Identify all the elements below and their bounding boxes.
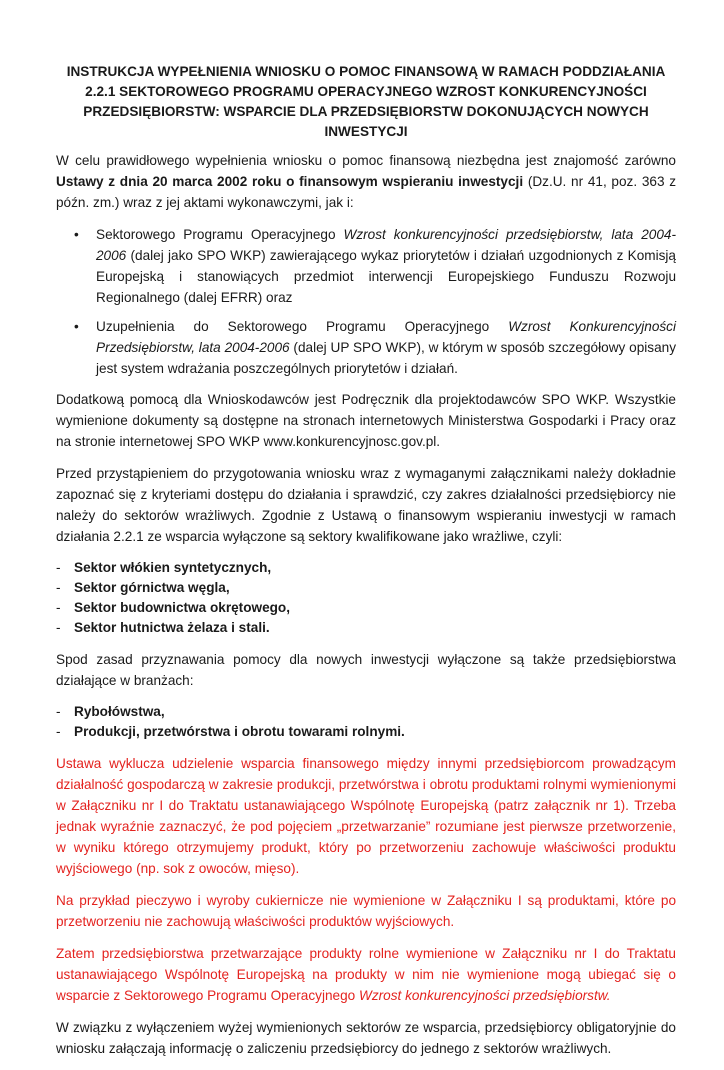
list-item <box>56 598 676 618</box>
document-page <box>56 62 676 1070</box>
intro-text: W celu prawidłowego wypełnienia wniosku o pomoc finansową niezbędna jest znajomość zarówno <box>56 153 676 168</box>
document-title <box>56 62 676 142</box>
dash-marker: - <box>56 704 61 719</box>
criteria-paragraph: Przed przystąpieniem do przygotowania wniosku wraz z wymaganymi załącznikami należy dokładnie zapoznać się z kryteriami dostępu do działania i sprawdzić, czy zakres działalności przedsiębiorcy nie należy do sektorów wrażliwych. Zgodnie z Ustawą o finansowym wspieraniu inwestycji w ramach działania 2.2.1 ze wsparcia wyłączone są sektory kwalifikowane jako wrażliwe, czyli: <box>56 466 676 544</box>
red-paragraph-exclusion: Ustawa wyklucza udzielenie wsparcia finansowego między innymi przedsiębiorcom prowadzącym działalność gospodarczą w zakresie produkcji, przetwórstwa i obrotu produktami rolnymi wymienionymi w Załączniku nr I do Traktatu ustanawiającego Wspólnotę Europejską (patrz załącznik nr 1). Trzeba jednak wyraźnie zaznaczyć, że pod pojęciem „przetwarzanie” rozumiane jest pierwsze przetworzenie, w wyniku którego otrzymujemy produkt, który po przetworzeniu zachowuje właściwości produktu wyjściowego (np. sok z owoców, mięso). <box>56 756 676 876</box>
bullet-marker: • <box>74 227 79 242</box>
red-paragraph-conclusion <box>56 943 676 1006</box>
program-title: Wzrost konkurencyjności przedsiębiorstw, lata 2004-2006 <box>96 227 676 263</box>
dash-marker: - <box>56 580 61 595</box>
sensitive-sectors-list <box>56 558 676 638</box>
title-line: PRZEDSIĘBIORSTW: WSPARCIE DLA PRZEDSIĘBIORSTW DOKONUJĄCYCH NOWYCH <box>83 104 649 119</box>
final-paragraph: W związku z wyłączeniem wyżej wymienionych sektorów ze wsparcia, przedsiębiorcy obligatoryjnie do wniosku załączają informację o zaliczeniu przedsiębiorcy do jednego z sektorów wrażliwych. <box>56 1020 676 1056</box>
sector-name: Sektor budownictwa okrętowego, <box>74 600 291 615</box>
excluded-paragraph: Spod zasad przyznawania pomocy dla nowych inwestycji wyłączone są także przedsiębiorstwa działające w branżach: <box>56 652 676 688</box>
dash-marker: - <box>56 724 61 739</box>
sector-name: Sektor włókien syntetycznych, <box>74 560 272 575</box>
sector-name: Sektor górnictwa węgla, <box>74 580 230 595</box>
intro-text-end: (Dz.U. nr 41, poz. 363 z późn. zm.) wraz z jej aktami wykonawczymi, jak i: <box>56 174 677 210</box>
dash-marker: - <box>56 560 61 575</box>
red-text: Zatem przedsiębiorstwa przetwarzające produkty rolne wymienione w Załączniku nr I do Traktatu ustanawiającego Wspólnotę Europejską na produkty w nim nie wymienione mogą ubiegać się o wsparcie z Sektorowego Programu Operacyjnego <box>56 946 676 1003</box>
intro-paragraph <box>56 150 676 213</box>
list-item <box>56 578 676 598</box>
list-item <box>56 558 676 578</box>
intro-act-name: Ustawy z dnia 20 marca 2002 roku o finansowym wspieraniu inwestycji <box>56 174 524 189</box>
list-item <box>56 722 676 742</box>
branch-name: Rybołówstwa, <box>74 704 165 719</box>
dash-marker: - <box>56 600 61 615</box>
title-line: INSTRUKCJA WYPEŁNIENIA WNIOSKU O POMOC FINANSOWĄ W RAMACH PODDZIAŁANIA <box>66 64 666 79</box>
red-paragraph-example: Na przykład pieczywo i wyroby cukiernicze nie wymienione w Załączniku I są produktami, które po przetworzeniu nie zachowują właściwości produktów wyjściowych. <box>56 893 676 929</box>
program-title: Wzrost Konkurencyjności Przedsiębiorstw, lata 2004-2006 <box>96 319 676 355</box>
list-item-text: Sektorowego Programu Operacyjnego <box>96 227 344 242</box>
list-item <box>56 618 676 638</box>
program-title: Wzrost konkurencyjności przedsiębiorstw. <box>359 988 611 1003</box>
dash-marker: - <box>56 620 61 635</box>
document-list <box>56 224 676 379</box>
list-item <box>56 224 676 308</box>
title-line: INWESTYCJI <box>324 124 408 139</box>
list-item-text: Uzupełnienia do Sektorowego Programu Operacyjnego <box>96 319 509 334</box>
list-item <box>56 702 676 722</box>
list-item-text-end: (dalej jako SPO WKP) zawierającego wykaz priorytetów i działań uzgodnionych z Komisją Europejską i stanowiących przedmiot interwencji Europejskiego Funduszu Rozwoju Regionalnego (dalej EFRR) oraz <box>96 248 676 305</box>
excluded-branches-list <box>56 702 676 742</box>
list-item-text-end: (dalej UP SPO WKP), w którym w sposób szczegółowy opisany jest system wdrażania poszczególnych priorytetów i działań. <box>96 340 676 376</box>
title-line: 2.2.1 SEKTOROWEGO PROGRAMU OPERACYJNEGO WZROST KONKURENCYJNOŚCI <box>85 84 647 99</box>
manual-paragraph: Dodatkową pomocą dla Wnioskodawców jest Podręcznik dla projektodawców SPO WKP. Wszystkie wymienione dokumenty są dostępne na stronach internetowych Ministerstwa Gospodarki i Pracy oraz na stronie internetowej SPO WKP www.konkurencyjnosc.gov.pl. <box>56 392 676 449</box>
list-item <box>56 316 676 379</box>
branch-name: Produkcji, przetwórstwa i obrotu towarami rolnymi. <box>74 724 405 739</box>
bullet-marker: • <box>74 319 79 334</box>
sector-name: Sektor hutnictwa żelaza i stali. <box>74 620 270 635</box>
